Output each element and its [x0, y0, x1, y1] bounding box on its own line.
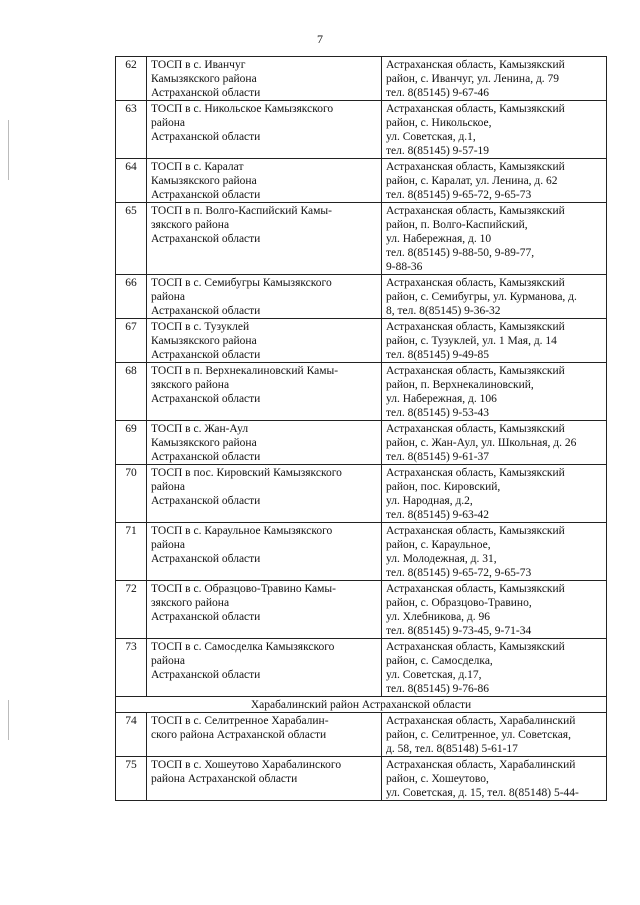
address-line: Астраханская область, Камызякский — [386, 423, 565, 435]
organization-cell — [147, 203, 382, 275]
table-row — [116, 713, 607, 757]
address-line: район, с. Образцово-Травино, — [386, 597, 532, 609]
organization-line: Камызякского района — [151, 335, 257, 347]
address-cell — [382, 465, 607, 523]
organization-line: Астраханской области — [151, 131, 261, 143]
row-number: 73 — [116, 639, 147, 697]
organization-cell — [147, 275, 382, 319]
registry-table — [115, 56, 607, 801]
address-cell — [382, 363, 607, 421]
address-cell — [382, 523, 607, 581]
organization-line: Астраханской области — [151, 451, 261, 463]
organization-cell — [147, 57, 382, 101]
table-row — [116, 421, 607, 465]
row-number: 71 — [116, 523, 147, 581]
address-line: Астраханская область, Камызякский — [386, 205, 565, 217]
organization-cell — [147, 465, 382, 523]
address-line: 9-88-36 — [386, 261, 423, 273]
table-row — [116, 465, 607, 523]
address-line: ул. Набережная, д. 106 — [386, 393, 497, 405]
organization-cell — [147, 159, 382, 203]
organization-line: зякского района — [151, 597, 230, 609]
address-line: Астраханская область, Камызякский — [386, 321, 565, 333]
address-line: тел. 8(85145) 9-76-86 — [386, 683, 490, 695]
organization-line: ТОСП в с. Образцово-Травино Камы- — [151, 583, 336, 595]
address-line: район, с. Селитренное, ул. Советская, — [386, 729, 571, 741]
table-row — [116, 275, 607, 319]
address-line: ул. Молодежная, д. 31, — [386, 553, 497, 565]
row-number: 72 — [116, 581, 147, 639]
organization-line: района — [151, 539, 186, 551]
address-cell — [382, 159, 607, 203]
organization-line: ТОСП в с. Селитренное Харабалин- — [151, 715, 329, 727]
row-number: 65 — [116, 203, 147, 275]
address-line: район, пос. Кировский, — [386, 481, 501, 493]
address-line: тел. 8(85145) 9-49-85 — [386, 349, 490, 361]
organization-cell — [147, 421, 382, 465]
address-line: район, с. Иванчуг, ул. Ленина, д. 79 — [386, 73, 560, 85]
address-line: район, с. Жан-Аул, ул. Школьная, д. 26 — [386, 437, 577, 449]
address-line: ул. Советская, д.1, — [386, 131, 476, 143]
row-number: 69 — [116, 421, 147, 465]
section-header-row — [116, 697, 607, 713]
address-line: Астраханская область, Камызякский — [386, 583, 565, 595]
address-cell — [382, 713, 607, 757]
address-line: район, с. Семибугры, ул. Курманова, д. — [386, 291, 577, 303]
address-cell — [382, 203, 607, 275]
address-line: район, п. Верхнекалиновский, — [386, 379, 534, 391]
organization-line: Астраханской области — [151, 669, 261, 681]
organization-line: района — [151, 655, 186, 667]
registry-table-body — [116, 57, 607, 801]
address-cell — [382, 319, 607, 363]
row-number: 70 — [116, 465, 147, 523]
address-line: тел. 8(85145) 9-61-37 — [386, 451, 490, 463]
address-line: д. 58, тел. 8(85148) 5-61-17 — [386, 743, 518, 755]
organization-line: зякского района — [151, 379, 230, 391]
organization-line: Астраханской области — [151, 393, 261, 405]
address-line: Астраханская область, Камызякский — [386, 277, 565, 289]
organization-line: Камызякского района — [151, 437, 257, 449]
address-line: Астраханская область, Камызякский — [386, 467, 565, 479]
table-row — [116, 101, 607, 159]
address-line: район, с. Самосделка, — [386, 655, 493, 667]
row-number: 67 — [116, 319, 147, 363]
organization-line: ТОСП в п. Волго-Каспийский Камы- — [151, 205, 332, 217]
organization-line: Астраханской области — [151, 87, 261, 99]
organization-line: ТОСП в с. Караульное Камызякского — [151, 525, 333, 537]
organization-line: ТОСП в с. Жан-Аул — [151, 423, 249, 435]
organization-line: района — [151, 291, 186, 303]
address-line: Астраханская область, Камызякский — [386, 365, 565, 377]
address-line: тел. 8(85145) 9-63-42 — [386, 509, 490, 521]
table-row — [116, 319, 607, 363]
address-line: район, с. Каралат, ул. Ленина, д. 62 — [386, 175, 558, 187]
address-line: тел. 8(85145) 9-65-72, 9-65-73 — [386, 189, 532, 201]
row-number: 62 — [116, 57, 147, 101]
address-line: Астраханская область, Харабалинский — [386, 759, 576, 771]
address-cell — [382, 57, 607, 101]
table-row — [116, 639, 607, 697]
table-row — [116, 523, 607, 581]
address-line: район, п. Волго-Каспийский, — [386, 219, 528, 231]
address-line: район, с. Хошеутово, — [386, 773, 489, 785]
address-cell — [382, 581, 607, 639]
address-line: район, с. Никольское, — [386, 117, 492, 129]
section-title: Харабалинский район Астраханской области — [116, 697, 607, 713]
table-row — [116, 57, 607, 101]
address-line: Астраханская область, Камызякский — [386, 103, 565, 115]
address-line: тел. 8(85145) 9-53-43 — [386, 407, 490, 419]
organization-cell — [147, 581, 382, 639]
address-line: район, с. Тузуклей, ул. 1 Мая, д. 14 — [386, 335, 557, 347]
organization-cell — [147, 713, 382, 757]
organization-line: района Астраханской области — [151, 773, 298, 785]
address-line: тел. 8(85145) 9-65-72, 9-65-73 — [386, 567, 532, 579]
scan-edge-mark — [8, 700, 9, 740]
address-line: 8, тел. 8(85145) 9-36-32 — [386, 305, 501, 317]
address-line: тел. 8(85145) 9-57-19 — [386, 145, 490, 157]
organization-cell — [147, 639, 382, 697]
organization-line: Камызякского района — [151, 73, 257, 85]
address-line: тел. 8(85145) 9-88-50, 9-89-77, — [386, 247, 535, 259]
organization-line: ского района Астраханской области — [151, 729, 327, 741]
organization-cell — [147, 523, 382, 581]
organization-line: Астраханской области — [151, 349, 261, 361]
organization-line: ТОСП в пос. Кировский Камызякского — [151, 467, 342, 479]
organization-cell — [147, 757, 382, 801]
table-row — [116, 203, 607, 275]
organization-line: ТОСП в с. Иванчуг — [151, 59, 246, 71]
address-line: район, с. Караульное, — [386, 539, 491, 551]
organization-line: ТОСП в с. Хошеутово Харабалинского — [151, 759, 342, 771]
address-line: тел. 8(85145) 9-67-46 — [386, 87, 490, 99]
organization-line: ТОСП в с. Семибугры Камызякского — [151, 277, 332, 289]
address-cell — [382, 639, 607, 697]
address-line: ул. Советская, д.17, — [386, 669, 482, 681]
row-number: 66 — [116, 275, 147, 319]
address-line: Астраханская область, Камызякский — [386, 161, 565, 173]
organization-cell — [147, 319, 382, 363]
organization-cell — [147, 101, 382, 159]
organization-line: Астраханской области — [151, 189, 261, 201]
organization-line: ТОСП в с. Каралат — [151, 161, 244, 173]
address-line: Астраханская область, Харабалинский — [386, 715, 576, 727]
address-cell — [382, 275, 607, 319]
organization-line: Астраханской области — [151, 305, 261, 317]
organization-line: Астраханской области — [151, 611, 261, 623]
table-row — [116, 757, 607, 801]
organization-cell — [147, 363, 382, 421]
organization-line: ТОСП в с. Самосделка Камызякского — [151, 641, 335, 653]
row-number: 64 — [116, 159, 147, 203]
page-number: 7 — [317, 32, 323, 46]
address-line: тел. 8(85145) 9-73-45, 9-71-34 — [386, 625, 532, 637]
organization-line: Астраханской области — [151, 495, 261, 507]
address-line: ул. Набережная, д. 10 — [386, 233, 492, 245]
address-cell — [382, 101, 607, 159]
organization-line: района — [151, 481, 186, 493]
address-line: ул. Советская, д. 15, тел. 8(85148) 5-44- — [386, 787, 579, 799]
address-cell — [382, 421, 607, 465]
row-number: 75 — [116, 757, 147, 801]
organization-line: Астраханской области — [151, 553, 261, 565]
organization-line: ТОСП в п. Верхнекалиновский Камы- — [151, 365, 339, 377]
address-line: Астраханская область, Камызякский — [386, 525, 565, 537]
row-number: 68 — [116, 363, 147, 421]
organization-line: ТОСП в с. Никольское Камызякского — [151, 103, 334, 115]
scan-edge-mark — [8, 120, 9, 180]
organization-line: ТОСП в с. Тузуклей — [151, 321, 250, 333]
table-row — [116, 581, 607, 639]
address-line: ул. Хлебникова, д. 96 — [386, 611, 491, 623]
address-line: Астраханская область, Камызякский — [386, 641, 565, 653]
table-row — [116, 363, 607, 421]
organization-line: Камызякского района — [151, 175, 257, 187]
address-line: ул. Народная, д.2, — [386, 495, 473, 507]
address-line: Астраханская область, Камызякский — [386, 59, 565, 71]
organization-line: Астраханской области — [151, 233, 261, 245]
row-number: 74 — [116, 713, 147, 757]
address-cell — [382, 757, 607, 801]
row-number: 63 — [116, 101, 147, 159]
table-row — [116, 159, 607, 203]
organization-line: района — [151, 117, 186, 129]
organization-line: зякского района — [151, 219, 230, 231]
